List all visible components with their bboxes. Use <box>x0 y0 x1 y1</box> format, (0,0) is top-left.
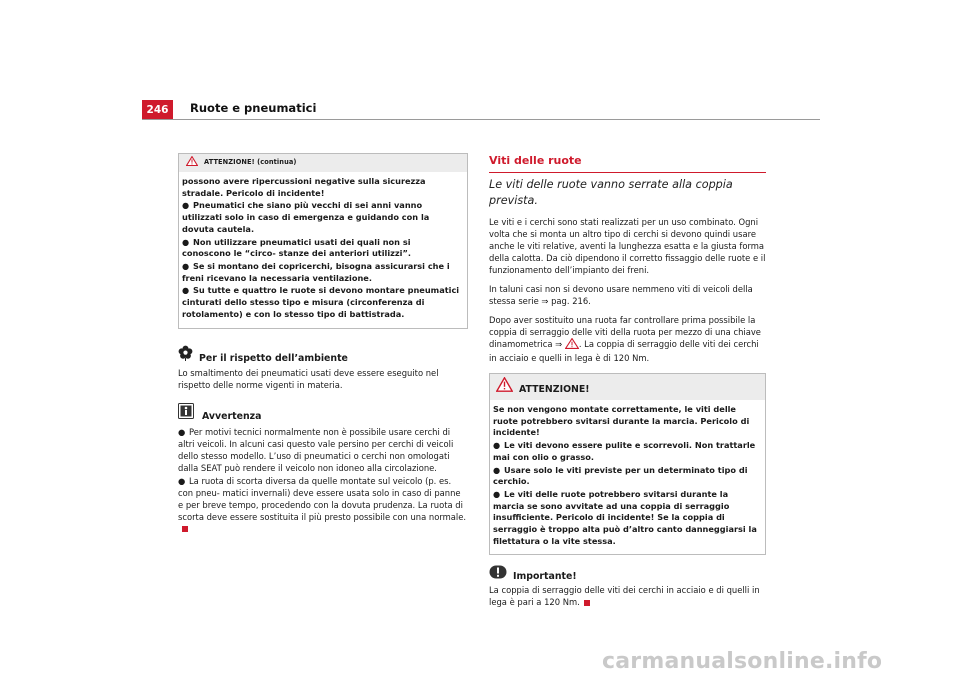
paragraph: Dopo aver sostituito una ruota far controllare prima possibile la coppia di serraggio delle viti della ruota per mezzo di una chiave dinamometrica ⇒ . La coppia di serraggio delle viti dei cerchi in acciaio e quelli in lega è di 120 Nm. <box>489 314 761 363</box>
important-heading: Importante! <box>489 565 766 583</box>
end-square-icon <box>584 600 590 606</box>
warning-continued-header <box>179 154 467 172</box>
paragraph: In taluni casi non si devono usare nemmeno viti di veicoli della stessa serie ⇒ pag. 216. <box>489 283 753 306</box>
end-square-icon <box>182 526 188 532</box>
left-column <box>178 153 468 536</box>
bullet-icon: ● <box>182 236 190 247</box>
bullet-icon: ● <box>182 285 190 296</box>
note-icon <box>178 403 194 423</box>
exclamation-icon <box>489 565 507 583</box>
bullet-icon: ● <box>493 464 501 475</box>
paragraph: Le viti e i cerchi sono stati realizzati per un uso combinato. Ogni volta che si monta un altro tipo di cerchi si devono quindi usare anche le viti relative, aventi la lunghezza esatta e la giusta forma della calotta. Da ciò dipendono il corretto fissaggio delle ruote e il funzionamento dell’impianto dei freni. <box>489 216 766 275</box>
warning-continued-heading: ATTENZIONE! (continua) <box>204 158 297 167</box>
warning-continued-body <box>179 172 467 328</box>
topic-title: Viti delle ruote <box>489 154 582 167</box>
warning-intro: possono avere ripercussioni negative sulla sicurezza stradale. Pericolo di incidente! <box>182 176 426 198</box>
bullet-icon: ● <box>178 426 186 437</box>
warning-bullet: ● Se si montano dei copricerchi, bisogna assicurarsi che i freni ricevano la necessaria ventilazione. <box>182 261 450 283</box>
warning-continued-box <box>178 153 468 329</box>
note-heading: Avvertenza <box>178 403 468 423</box>
topic-subtitle: Le viti delle ruote vanno serrate alla coppia prevista. <box>489 177 733 207</box>
note-bullet: ● Per motivi tecnici normalmente non è possibile usare cerchi di altri veicoli. In alcuni casi questo vale persino per cerchi di veicoli dello stesso modello. L’uso di pneumatici o cerchi non omologati dalla SEAT può rendere il veicolo non idoneo alla circolazione. <box>178 426 454 473</box>
environment-heading: Per il rispetto dell’ambiente <box>178 345 468 365</box>
warning-triangle-icon <box>186 156 198 169</box>
bullet-icon: ● <box>493 488 501 499</box>
bullet-icon: ● <box>182 261 190 272</box>
header-rule <box>142 119 820 120</box>
attention-box <box>489 373 766 555</box>
bullet-icon: ● <box>178 475 186 486</box>
warning-bullet: ● Non utilizzare pneumatici usati dei quali non si conoscono le “circo- stanze dei anteriori utilizzi”. <box>182 236 411 259</box>
attention-bullet: ● Le viti delle ruote potrebbero svitarsi durante la marcia se sono avvitate ad una coppia di serraggio insufficiente. Pericolo di incidente! Se la coppia di serraggio è troppo alta può d’altro canto danneggiarsi la filettatura o la vite stessa. <box>493 488 757 546</box>
warning-bullet: ● Su tutte e quattro le ruote si devono montare pneumatici cinturati dello stesso tipo e misura (circonferenza di rotolamento) e con lo stesso tipo di battistrada. <box>182 285 460 319</box>
warning-triangle-icon <box>565 338 579 352</box>
attention-body <box>490 400 765 554</box>
note-body <box>178 426 468 535</box>
attention-header: ATTENZIONE! <box>490 374 765 400</box>
warning-triangle-icon <box>496 377 513 396</box>
topic-title-rule <box>489 172 766 173</box>
note-bullet: ● La ruota di scorta diversa da quelle montate sul veicolo (p. es. con pneu- matici invernali) deve essere usata solo in caso di panne e per breve tempo, procedendo con la dovuta prudenza. La ruota di scorta deve essere sostituita il più presto possibile con una normale. <box>178 475 468 535</box>
bullet-icon: ● <box>493 440 501 451</box>
warning-bullet: ● Pneumatici che siano più vecchi di sei anni vanno utilizzati solo in caso di emergenza e guidando con la dovuta cautela. <box>182 200 430 234</box>
attention-bullet: ● Usare solo le viti previste per un determinato tipo di cerchio. <box>493 464 748 487</box>
important-text: La coppia di serraggio delle viti dei cerchi in acciaio e di quelli in lega è pari a 120 Nm. <box>489 584 760 607</box>
right-column <box>489 153 766 608</box>
page-number: 246 <box>142 100 173 119</box>
watermark: carmanualsonline.info <box>602 649 883 674</box>
attention-bullet: ● Le viti devono essere pulite e scorrevoli. Non trattarle mai con olio o grasso. <box>493 440 756 462</box>
section-title: Ruote e pneumatici <box>190 101 317 115</box>
attention-intro: Se non vengono montate correttamente, le viti delle ruote potrebbero svitarsi durante la marcia. Pericolo di incidente! <box>493 403 750 438</box>
flower-icon <box>178 345 193 365</box>
bullet-icon: ● <box>182 200 190 211</box>
environment-text: Lo smaltimento dei pneumatici usati deve essere eseguito nel rispetto delle norme vigenti in materia. <box>178 368 439 391</box>
